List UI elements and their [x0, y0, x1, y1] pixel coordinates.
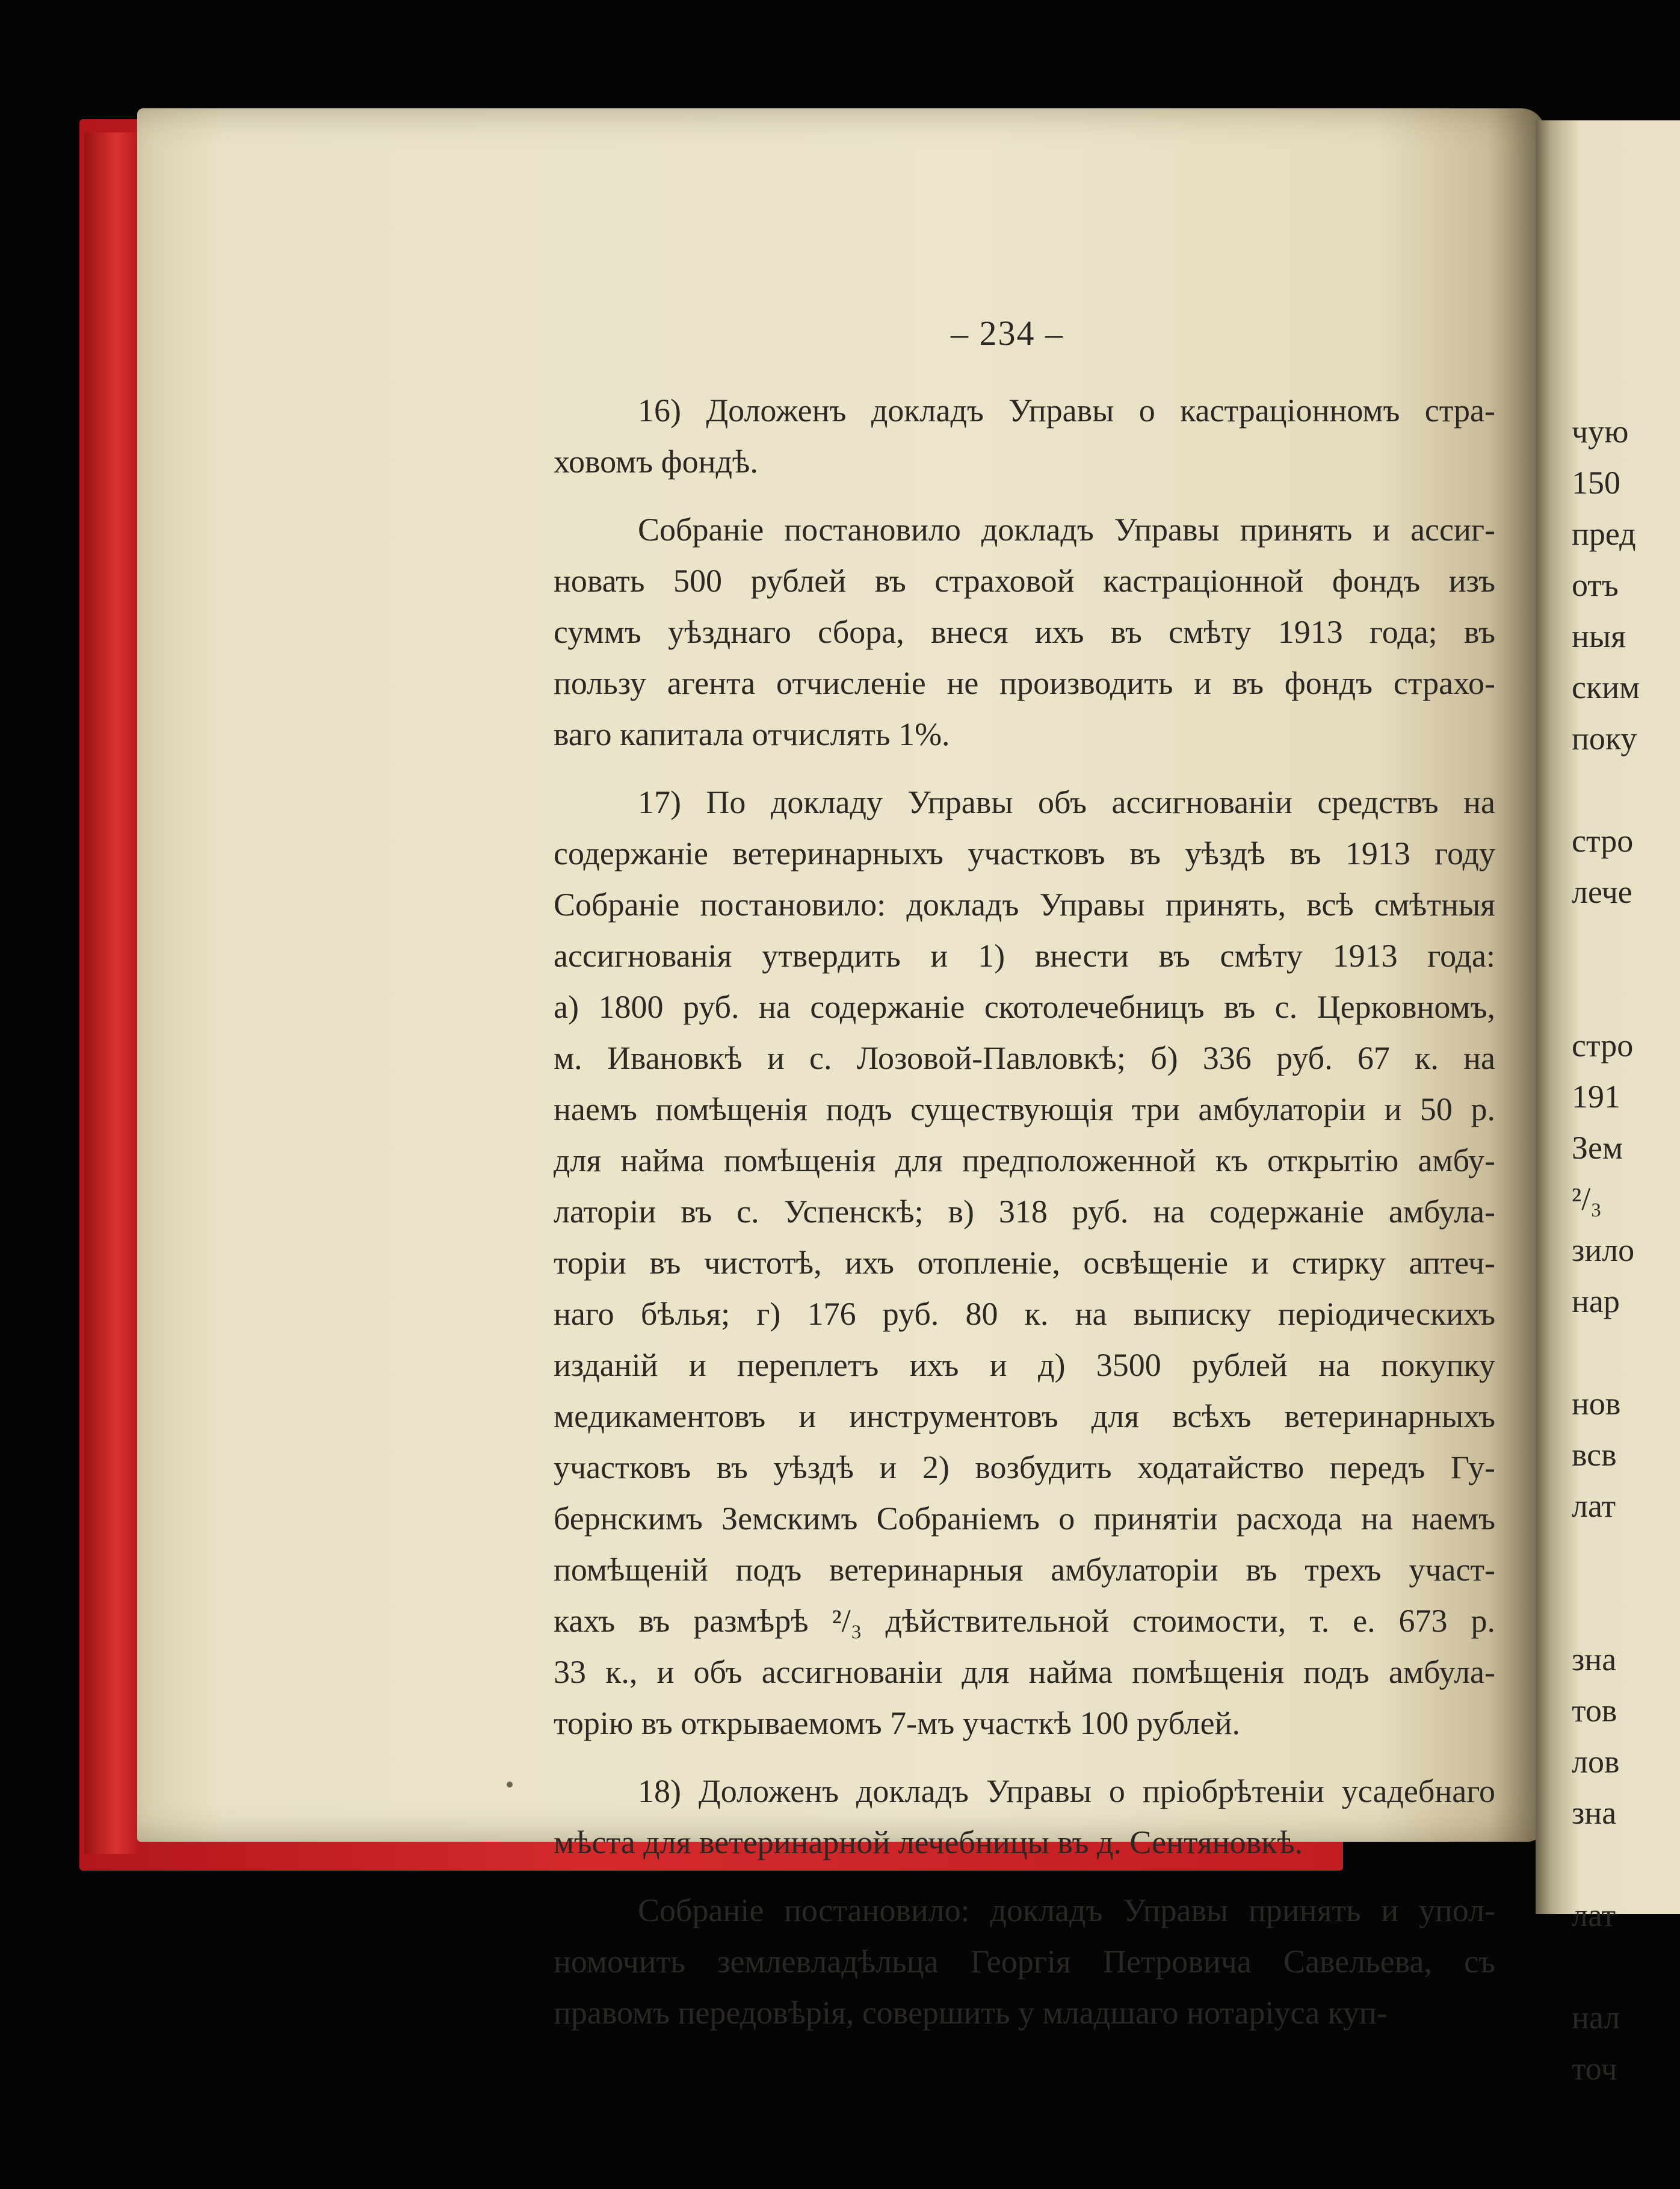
text-line: 17) По докладу Управы объ ассигнованіи средствъ на — [638, 784, 1495, 820]
text-line: 33 к., и объ ассигнованіи для найма помѣщенія подъ амбула- — [554, 1654, 1495, 1690]
right-page-fragment: лече — [1572, 874, 1632, 910]
text-line: м. Ивановкѣ и с. Лозовой-Павловкѣ; б) 336 руб. 67 к. на — [554, 1040, 1495, 1076]
right-page-fragment: ²/₃ — [1572, 1181, 1602, 1217]
right-page-fragment: зило — [1572, 1232, 1635, 1268]
text-line: Собраніе постановило: докладъ Управы принять, всѣ смѣтныя — [554, 887, 1495, 923]
paragraph — [554, 1885, 1495, 2039]
book-cover-edge — [84, 132, 138, 1854]
text-line: торіи въ чистотѣ, ихъ отопленіе, освѣщеніе и стирку аптеч- — [554, 1245, 1495, 1281]
right-page-fragment: ныя — [1572, 618, 1626, 654]
right-page-fragment — [1572, 1839, 1680, 1890]
paragraph — [554, 777, 1495, 1749]
paragraph — [554, 385, 1495, 488]
right-page-fragment: зна — [1572, 1641, 1617, 1677]
right-page-fragment: отъ — [1572, 567, 1619, 603]
text-line: содержаніе ветеринарныхъ участковъ въ уѣздѣ въ 1913 году — [554, 835, 1495, 872]
right-page-fragment: поку — [1572, 720, 1637, 757]
text-line: ваго капитала отчислять 1%. — [554, 716, 950, 752]
text-line: наго бѣлья; г) 176 руб. 80 к. на выписку періодическихъ — [554, 1296, 1495, 1332]
text-line: для найма помѣщенія для предположенной къ открытію амбу- — [554, 1142, 1495, 1178]
right-page-fragment: всв — [1572, 1437, 1617, 1473]
paragraph-gap — [554, 760, 1495, 777]
right-page-fragment: зна — [1572, 1795, 1617, 1831]
right-page-fragment: ским — [1572, 669, 1640, 705]
text-line: медикаментовъ и инструментовъ для всѣхъ ветеринарныхъ — [554, 1398, 1495, 1434]
right-page-fragment: 150 — [1572, 465, 1620, 501]
right-page-fragment — [1572, 1532, 1680, 1583]
text-line: помѣщеній подъ ветеринарныя амбулаторіи въ трехъ участ- — [554, 1552, 1495, 1588]
text-line: бернскимъ Земскимъ Собраніемъ о принятіи расхода на наемъ — [554, 1500, 1495, 1537]
text-line: мѣста для ветеринарной лечебницы въ д. Сентяновкѣ. — [554, 1824, 1303, 1860]
text-line: Собраніе постановило докладъ Управы принять и ассиг- — [638, 512, 1495, 548]
right-page-fragment: нар — [1572, 1283, 1620, 1319]
text-line: новать 500 рублей въ страховой кастраціонной фондъ изъ — [554, 563, 1495, 599]
text-line: номочить землевладѣльца Георгія Петровича Савельева, съ — [554, 1943, 1495, 1980]
paragraph — [554, 1766, 1495, 1868]
text-line: 18) Доложенъ докладъ Управы о пріобрѣтеніи усадебнаго — [638, 1773, 1495, 1809]
right-page-fragment: пред — [1572, 516, 1636, 552]
page-speck — [507, 1782, 513, 1788]
text-line: латоріи въ с. Успенскѣ; в) 318 руб. на содержаніе амбула- — [554, 1194, 1495, 1230]
paragraph-gap — [554, 488, 1495, 504]
right-page-text-fragments — [1572, 406, 1680, 2095]
paragraph — [554, 504, 1495, 760]
paragraph-gap — [554, 1749, 1495, 1766]
text-line: наемъ помѣщенія подъ существующія три амбулаторіи и 50 р. — [554, 1091, 1495, 1127]
right-page-fragment — [1572, 1583, 1680, 1634]
right-page-fragment: чую — [1572, 413, 1629, 450]
right-page-fragment: нал — [1572, 1999, 1620, 2036]
text-line: 16) Доложенъ докладъ Управы о кастраціонномъ стра- — [638, 392, 1495, 429]
right-page-fragment — [1572, 1327, 1680, 1378]
text-line: ховомъ фондѣ. — [554, 444, 758, 480]
text-line: участковъ въ уѣздѣ и 2) возбудить ходатайство передъ Гу- — [554, 1449, 1495, 1485]
right-page-fragment: стро — [1572, 1027, 1634, 1064]
right-page-fragment: лат — [1572, 1897, 1616, 1933]
text-line: правомъ передовѣрія, совершить у младшаго нотаріуса куп- — [554, 1995, 1388, 2031]
right-page-fragment: лов — [1572, 1744, 1620, 1780]
right-page-fragment — [1572, 1941, 1680, 1992]
page-number: – 234 – — [951, 314, 1064, 353]
right-page-fragment: 191 — [1572, 1079, 1620, 1115]
text-line: пользу агента отчисленіе не производить и въ фондъ страхо- — [554, 665, 1495, 701]
right-page-fragment: стро — [1572, 823, 1634, 859]
right-page-fragment: тов — [1572, 1692, 1617, 1729]
left-page-text — [554, 385, 1495, 2039]
right-page-fragment: Зем — [1572, 1130, 1623, 1166]
right-page-fragment — [1572, 764, 1680, 816]
text-line: изданій и переплетъ ихъ и д) 3500 рублей на покупку — [554, 1347, 1495, 1383]
text-line: а) 1800 руб. на содержаніе скотолечебницъ въ с. Церковномъ, — [554, 989, 1495, 1025]
text-line: Собраніе постановило: докладъ Управы принять и упол- — [638, 1892, 1495, 1928]
text-line: суммъ уѣзднаго сбора, внеся ихъ въ смѣту 1913 года; въ — [554, 614, 1495, 650]
paragraph-gap — [554, 1868, 1495, 1885]
text-line: торію въ открываемомъ 7-мъ участкѣ 100 рублей. — [554, 1705, 1241, 1741]
right-page-fragment: лат — [1572, 1488, 1616, 1524]
right-page-fragment: нов — [1572, 1386, 1621, 1422]
text-line: кахъ въ размѣрѣ ²/₃ дѣйствительной стоимости, т. е. 673 р. — [554, 1603, 1495, 1639]
text-line: ассигнованія утвердить и 1) внести въ смѣту 1913 года: — [554, 938, 1495, 974]
right-page-fragment: точ — [1572, 2051, 1617, 2087]
right-page-fragment — [1572, 969, 1680, 1020]
right-page-fragment — [1572, 918, 1680, 969]
